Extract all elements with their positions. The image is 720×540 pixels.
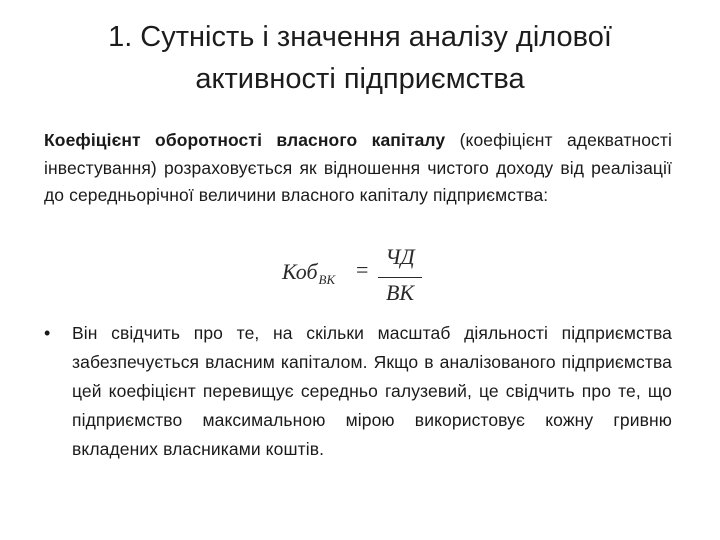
- formula-denominator: ВК: [385, 280, 415, 305]
- formula-lhs-symbol: Коб: [282, 259, 318, 284]
- intro-paragraph: [44, 127, 672, 210]
- formula-numerator: ЧД: [385, 244, 415, 269]
- intro-text: (коефіцієнт адекватності інвестування) розраховується як відношення чистого доходу від реалізації до середньорічної величини власного капіталу підприємства:: [44, 130, 672, 206]
- bullet-text: Він свідчить про те, на скільки масштаб діяльності підприємства забезпечується власним капіталом. Якщо в аналізованого підприємства цей коефіцієнт перевищує середньо галузевий, це свідчить про те, що підприємство максимальною мірою використовує кожну гривню вкладених власниками коштів.: [72, 323, 672, 459]
- bullet-marker: •: [44, 323, 51, 343]
- formula-equals: =: [356, 257, 369, 282]
- intro-term: Коефіцієнт оборотності власного капіталу: [44, 130, 446, 150]
- formula: [278, 244, 438, 310]
- formula-fraction-bar: [378, 277, 422, 278]
- slide-title: 1. Сутність і значення аналізу ділової активності підприємства: [108, 21, 612, 95]
- formula-lhs-subscript: ВК: [318, 272, 336, 287]
- formula-lhs: [282, 259, 335, 285]
